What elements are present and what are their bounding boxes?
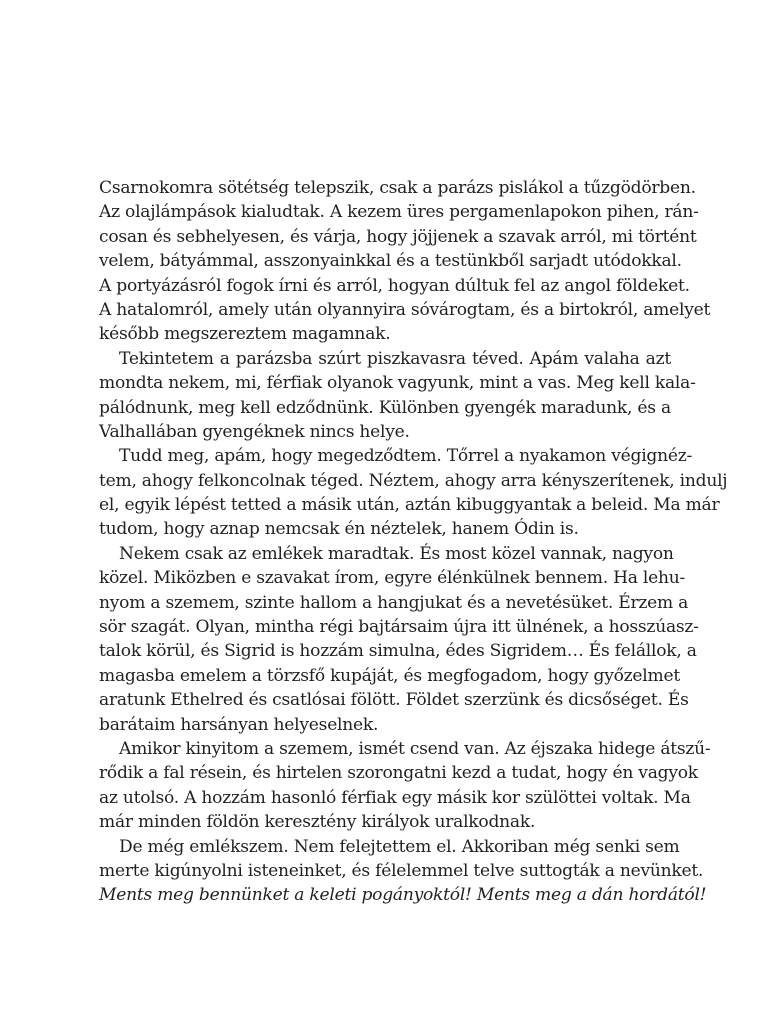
text-line: aratunk Ethelred és csatlósai fölött. Földet szerzünk és dicsőséget. És [99, 690, 689, 711]
body-text [99, 176, 728, 908]
text-line: velem, bátyámmal, asszonyainkkal és a testünkből sarjadt utódokkal. [99, 251, 682, 272]
text-line: barátaim harsányan helyeselnek. [99, 714, 379, 735]
text-line: magasba emelem a törzsfő kupáját, és megfogadom, hogy győzelmet [99, 665, 680, 686]
paragraph [99, 737, 711, 835]
text-line: Az olajlámpások kialudtak. A kezem üres pergamenlapokon pihen, rán- [99, 202, 699, 223]
text-line: rődik a fal résein, és hirtelen szorongatni kezd a tudat, hogy én vagyok [99, 763, 698, 784]
text-line: el, egyik lépést tetted a másik után, aztán kibuggyantak a beleid. Ma már [99, 495, 720, 516]
text-line: Amikor kinyitom a szemem, ismét csend van. Az éjszaka hidege átszű- [119, 738, 711, 759]
paragraph [99, 835, 707, 908]
text-line: A portyázásról fogok írni és arról, hogyan dúltuk fel az angol földeket. [99, 275, 690, 296]
text-line: tudom, hogy aznap nemcsak én néztelek, hanem Ódin is. [99, 519, 579, 540]
paragraph [99, 542, 699, 737]
text-line: cosan és sebhelyesen, és várja, hogy jöjjenek a szavak arról, mi történt [99, 226, 697, 247]
text-line: pálódnunk, meg kell edződnünk. Különben gyengék maradunk, és a [99, 397, 671, 418]
text-line: közel. Miközben e szavakat írom, egyre élénkülnek bennem. Ha lehu- [99, 568, 686, 589]
text-line: később megszereztem magamnak. [99, 324, 391, 345]
paragraph [99, 176, 711, 347]
text-line: Tekintetem a parázsba szúrt piszkavasra téved. Apám valaha azt [119, 348, 671, 369]
text-line: mondta nekem, mi, férfiak olyanok vagyunk, mint a vas. Meg kell kala- [99, 373, 696, 394]
text-line: merte kigúnyolni isteneinket, és félelemmel telve suttogták a nevünket. [99, 860, 704, 881]
text-line: talok körül, és Sigrid is hozzám simulna, édes Sigridem… És felállok, a [99, 641, 697, 662]
text-line: Tudd meg, apám, hogy megedződtem. Tőrrel a nyakamon végignéz- [119, 446, 693, 467]
text-line: már minden földön keresztény királyok uralkodnak. [99, 812, 536, 833]
paragraph [99, 444, 728, 542]
text-line: sör szagát. Olyan, mintha régi bajtársaim újra itt ülnének, a hosszúasz- [99, 617, 699, 638]
text-line: tem, ahogy felkoncolnak téged. Néztem, ahogy arra kényszerítenek, indulj [99, 470, 728, 491]
text-line: Nekem csak az emlékek maradtak. És most közel vannak, nagyon [119, 543, 674, 564]
text-line: Valhallában gyengéknek nincs helye. [99, 421, 410, 442]
paragraph [99, 347, 696, 445]
text-line: nyom a szemem, szinte hallom a hangjukat és a nevetésüket. Érzem a [99, 592, 689, 613]
text-line: A hatalomról, amely után olyannyira sóvárogtam, és a birtokról, amelyet [99, 299, 711, 320]
italic-text-line: Ments meg bennünket a keleti pogányoktól! Ments meg a dán hordától! [99, 885, 707, 906]
text-line: De még emlékszem. Nem felejtettem el. Akkoriban még senki sem [119, 836, 680, 857]
text-line: Csarnokomra sötétség telepszik, csak a parázs pislákol a tűzgödörben. [99, 178, 696, 198]
text-line: az utolsó. A hozzám hasonló férfiak egy másik kor szülöttei voltak. Ma [99, 787, 691, 808]
